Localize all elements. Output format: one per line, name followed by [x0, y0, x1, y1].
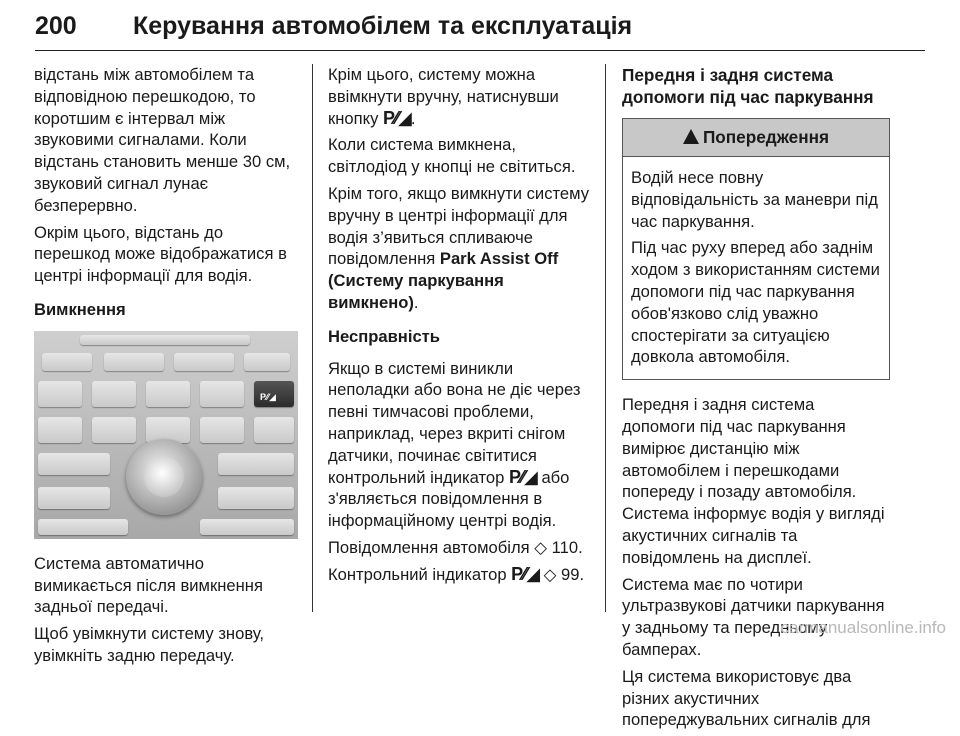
col3-paragraph-3: Ця система використовує два різних акустичних попереджувальних сигналів для [622, 666, 871, 730]
console-button [174, 353, 234, 371]
park-assist-icon: P⁄⁄◢ [260, 391, 276, 402]
park-assist-icon: P⁄⁄◢ [508, 466, 537, 487]
col1-paragraph-1: відстань між автомобілем та відповідною перешкодою, то коротшим є інтервал між звуковими сигналами. Коли відстань становить менше 30 см, звуковий сигнал лунає безперервно. [34, 65, 291, 215]
warning-header [623, 119, 889, 157]
col2-paragraph-2: Коли система вимкнена, світлодіод у кнопці не світиться. [328, 135, 576, 177]
col2-paragraph-4: Якщо в системі виникли неполадки або вона не діє через певні тимчасові проблеми, наприклад, через вкриті снігом датчики, починає світитися контрольний індикатор P⁄⁄◢ або з'являється повідомлення в інформаційному центрі водія. [328, 358, 581, 531]
column-1 [34, 64, 302, 672]
col3-paragraph-1: Передня і задня система допомоги під час паркування вимірює дистанцію між автомобілем і перешкодами попереду і позаду автомобіля. Система інформує водія у вигляді акустичних сигналів та повідомлень на дисплеї. [622, 395, 885, 567]
col2-paragraph-3: Крім того, якщо вимкнути систему вручну в центрі інформації для водія з’явиться спливаюче повідомлення Park Assist Off (Систему паркування вимкнено). [328, 183, 590, 312]
col1-subheading: Вимкнення [34, 299, 126, 319]
console-button [38, 417, 82, 443]
console-button [200, 519, 294, 535]
console-button [218, 487, 294, 509]
header-rule [35, 50, 925, 51]
console-button [200, 417, 244, 443]
park-assist-off-message: Park Assist Off (Систему паркування вимкнено) [328, 249, 559, 312]
console-button [38, 453, 110, 475]
col1-paragraph-4: Щоб увімкнути систему знову, увімкніть задню передачу. [34, 624, 265, 665]
warning-body [623, 157, 889, 379]
page-number: 200 [35, 12, 77, 40]
warning-triangle-icon [683, 129, 699, 144]
page-title: Керування автомобілем та експлуатація [133, 12, 633, 40]
console-button [38, 381, 82, 407]
console-button [38, 487, 110, 509]
column-divider-2 [605, 64, 606, 612]
console-button [254, 417, 294, 443]
console-button [104, 353, 164, 371]
console-photo [34, 331, 298, 539]
col2-subheading: Несправність [328, 326, 440, 346]
col1-paragraph-2: Окрім цього, відстань до перешкод може відображатися в центрі інформації для водія. [34, 222, 287, 286]
col2-paragraph-6: Контрольний індикатор P⁄⁄◢ ◇ 99. [328, 563, 585, 584]
col1-paragraph-3: Система автоматично вимикається після вимкнення задньої передачі. [34, 553, 263, 617]
column-divider-1 [312, 64, 313, 612]
console-button [38, 519, 128, 535]
console-top-strip [80, 335, 250, 345]
warning-box [622, 118, 890, 380]
console-button [92, 417, 136, 443]
rotary-knob-center [144, 457, 184, 497]
col2-paragraph-5: Повідомлення автомобіля ◇ 110. [328, 537, 583, 557]
console-button [218, 453, 294, 475]
console-button [200, 381, 244, 407]
park-assist-icon: P⁄⁄◢ [383, 107, 411, 128]
warning-paragraph-1: Водій несе повну відповідальність за маневри під час паркування. [631, 168, 878, 231]
console-button [146, 381, 190, 407]
section-heading: Передня і задня система допомоги під час паркування [622, 65, 874, 107]
column-2 [328, 64, 592, 591]
console-button [42, 353, 92, 371]
warning-title: Попередження [702, 127, 830, 147]
page-header [35, 0, 925, 52]
park-assist-button [254, 381, 294, 407]
watermark: carmanualsonline.info [780, 618, 946, 637]
console-button [244, 353, 290, 371]
warning-paragraph-2: Під час руху вперед або заднім ходом з використанням системи допомоги під час паркування обов'язково слід уважно спостерігати за ситуацією довкола автомобіля. [631, 238, 880, 367]
col3-paragraph-2: Система має по чотири ультразвукові датчики паркування у задньому та передньому бамперах. [622, 574, 885, 659]
park-assist-icon: P⁄⁄◢ [511, 563, 540, 584]
console-button [92, 381, 136, 407]
col2-paragraph-1: Крім цього, систему можна ввімкнути вручну, натиснувши кнопку P⁄⁄◢. [328, 65, 559, 128]
